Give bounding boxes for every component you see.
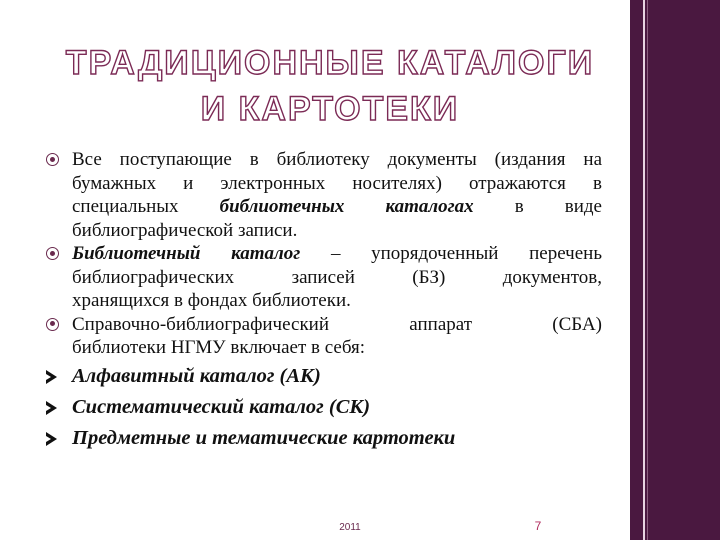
text-fragment: – упорядоченный перечень <box>300 243 602 264</box>
bullet-text-line: бумажных и электронных носителях) отражаются в <box>72 172 602 194</box>
arrow-bullet-icon <box>46 401 57 415</box>
slide-content <box>46 148 602 453</box>
sub-item-label: Предметные и тематические картотеки <box>72 426 456 449</box>
sub-item-label: Алфавитный каталог (АК) <box>72 364 321 387</box>
circle-bullet-icon <box>46 247 59 260</box>
bullet-text-line: Все поступающие в библиотеку документы (издания на <box>72 149 602 170</box>
bullet-text-line: Справочно-библиографический аппарат (СБА) <box>72 313 602 335</box>
circle-bullet-icon <box>46 153 59 166</box>
footer-year: 2011 <box>339 522 361 533</box>
arrow-bullet-icon <box>46 432 57 446</box>
emphasized-term: библиотечных каталогах <box>219 196 474 217</box>
sub-item-alphabetical-catalog <box>46 362 602 391</box>
slide-title-line-2: И КАРТОТЕКИ <box>200 90 460 128</box>
text-fragment: в виде <box>473 196 602 217</box>
slide-title <box>40 40 620 132</box>
bullet-item-catalog-definition <box>46 242 602 313</box>
bullet-text-line: библиотеки НГМУ включает в себя: <box>72 337 366 358</box>
sidebar-divider-line <box>643 0 645 540</box>
bullet-text-line <box>72 242 602 266</box>
bullet-text-line <box>72 195 602 219</box>
circle-bullet-icon <box>46 318 59 331</box>
sub-item-systematic-catalog <box>46 393 602 422</box>
sub-item-label: Систематический каталог (СК) <box>72 395 371 418</box>
text-fragment: специальных <box>72 196 220 217</box>
page-number: 7 <box>534 519 542 533</box>
bullet-text-line: хранящихся в фондах библиотеки. <box>72 290 351 311</box>
bullet-text-line: библиографической записи. <box>72 219 298 241</box>
sidebar-divider-thin-line <box>647 0 648 540</box>
sub-item-subject-card-files <box>46 424 602 453</box>
slide-title-line-1: ТРАДИЦИОННЫЕ КАТАЛОГИ <box>65 44 595 82</box>
bullet-item-sba <box>46 313 602 360</box>
bullet-item-documents <box>46 148 602 242</box>
arrow-bullet-icon <box>46 370 57 384</box>
emphasized-term: Библиотечный каталог <box>72 243 301 264</box>
bullet-text-line: библиографических записей (БЗ) документов, <box>72 266 602 288</box>
